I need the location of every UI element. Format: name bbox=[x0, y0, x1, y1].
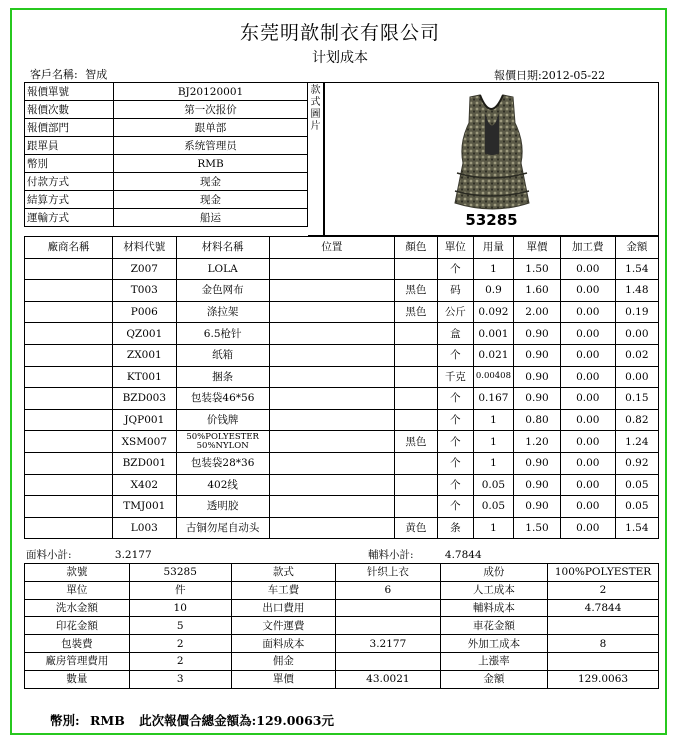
material-name: 包装袋28*36 bbox=[176, 452, 269, 474]
material-color: 黑色 bbox=[394, 431, 437, 453]
header-field-value: BJ20120001 bbox=[114, 83, 308, 101]
summary-row bbox=[25, 599, 659, 617]
footer-total-label: 此次報價合總金額為: bbox=[139, 713, 257, 728]
summary-label: 金額 bbox=[440, 670, 547, 688]
material-color bbox=[394, 388, 437, 410]
material-row bbox=[25, 323, 659, 345]
material-row bbox=[25, 344, 659, 366]
material-supplier bbox=[25, 323, 113, 345]
material-position bbox=[269, 258, 394, 280]
material-name: 价钱牌 bbox=[176, 409, 269, 431]
summary-row bbox=[25, 581, 659, 599]
material-name: 50%POLYESTER 50%NYLON bbox=[176, 431, 269, 453]
header-field-row bbox=[25, 137, 308, 155]
material-supplier bbox=[25, 496, 113, 518]
material-process-fee: 0.00 bbox=[560, 344, 615, 366]
material-row bbox=[25, 301, 659, 323]
summary-label: 洗水金額 bbox=[25, 599, 130, 617]
summary-label: 輔料成本 bbox=[440, 599, 547, 617]
summary-value bbox=[336, 617, 441, 635]
material-position bbox=[269, 366, 394, 388]
summary-label: 人工成本 bbox=[440, 581, 547, 599]
material-position bbox=[269, 388, 394, 410]
summary-value: 2 bbox=[129, 652, 231, 670]
fabric-subtotal bbox=[26, 547, 152, 562]
footer-total-value: 129.0063元 bbox=[256, 713, 335, 728]
summary-value bbox=[336, 599, 441, 617]
header-field-label: 付款方式 bbox=[25, 173, 114, 191]
material-amount: 0.02 bbox=[615, 344, 658, 366]
accessory-subtotal bbox=[368, 547, 482, 562]
material-code: L003 bbox=[113, 517, 176, 539]
header-field-value: 系统管理员 bbox=[114, 137, 308, 155]
material-color bbox=[394, 344, 437, 366]
material-quantity: 1 bbox=[473, 517, 513, 539]
accessory-subtotal-value: 4.7844 bbox=[444, 549, 482, 561]
material-name: 402线 bbox=[176, 474, 269, 496]
material-code: KT001 bbox=[113, 366, 176, 388]
material-quantity: 0.05 bbox=[473, 496, 513, 518]
materials-column-header: 加工費 bbox=[560, 237, 615, 259]
date-label: 報價日期: bbox=[494, 69, 542, 82]
material-code: T003 bbox=[113, 280, 176, 302]
material-unit: 盒 bbox=[437, 323, 473, 345]
material-name: LOLA bbox=[176, 258, 269, 280]
material-name: 6.5枪针 bbox=[176, 323, 269, 345]
material-quantity: 0.001 bbox=[473, 323, 513, 345]
material-amount: 0.19 bbox=[615, 301, 658, 323]
customer-line bbox=[30, 66, 107, 82]
material-unit: 个 bbox=[437, 344, 473, 366]
material-process-fee: 0.00 bbox=[560, 474, 615, 496]
cost-summary-table bbox=[24, 563, 659, 689]
material-quantity: 1 bbox=[473, 452, 513, 474]
fabric-subtotal-label: 面料小計: bbox=[26, 549, 72, 561]
quote-header-table bbox=[24, 82, 308, 227]
material-row bbox=[25, 431, 659, 453]
material-code: JQP001 bbox=[113, 409, 176, 431]
customer-value: 智成 bbox=[85, 68, 108, 81]
material-unit: 个 bbox=[437, 258, 473, 280]
header-field-value: 第一次报价 bbox=[114, 101, 308, 119]
summary-value: 3 bbox=[129, 670, 231, 688]
summary-value: 5 bbox=[129, 617, 231, 635]
material-unit-price: 0.90 bbox=[514, 452, 561, 474]
material-amount: 1.48 bbox=[615, 280, 658, 302]
material-row bbox=[25, 409, 659, 431]
summary-row bbox=[25, 670, 659, 688]
summary-value: 10 bbox=[129, 599, 231, 617]
material-unit: 个 bbox=[437, 388, 473, 410]
summary-label: 印花金額 bbox=[25, 617, 130, 635]
summary-value: 100%POLYESTER bbox=[548, 564, 659, 582]
material-supplier bbox=[25, 431, 113, 453]
material-row bbox=[25, 452, 659, 474]
material-unit-price: 0.90 bbox=[514, 496, 561, 518]
material-code: ZX001 bbox=[113, 344, 176, 366]
material-unit: 码 bbox=[437, 280, 473, 302]
material-color: 黄色 bbox=[394, 517, 437, 539]
summary-label: 上漲率 bbox=[440, 652, 547, 670]
material-quantity: 0.9 bbox=[473, 280, 513, 302]
material-unit: 千克 bbox=[437, 366, 473, 388]
materials-column-header: 用量 bbox=[473, 237, 513, 259]
summary-label: 面料成本 bbox=[231, 635, 335, 653]
material-amount: 0.15 bbox=[615, 388, 658, 410]
summary-label: 款號 bbox=[25, 564, 130, 582]
image-side-label: 款式圖片 bbox=[308, 82, 324, 236]
material-supplier bbox=[25, 344, 113, 366]
material-color bbox=[394, 323, 437, 345]
materials-column-header: 廠商名稱 bbox=[25, 237, 113, 259]
summary-row bbox=[25, 617, 659, 635]
material-row bbox=[25, 280, 659, 302]
material-amount: 0.05 bbox=[615, 474, 658, 496]
material-unit: 公斤 bbox=[437, 301, 473, 323]
header-field-row bbox=[25, 83, 308, 101]
date-value: 2012-05-22 bbox=[541, 69, 606, 82]
summary-label: 成份 bbox=[440, 564, 547, 582]
material-supplier bbox=[25, 452, 113, 474]
materials-column-header: 位置 bbox=[269, 237, 394, 259]
material-unit: 个 bbox=[437, 431, 473, 453]
material-color bbox=[394, 258, 437, 280]
summary-label: 車花金額 bbox=[440, 617, 547, 635]
material-name: 纸箱 bbox=[176, 344, 269, 366]
summary-value: 针织上衣 bbox=[336, 564, 441, 582]
quote-date bbox=[494, 67, 605, 83]
garment-photo-panel bbox=[324, 82, 659, 236]
header-field-label: 運輸方式 bbox=[25, 209, 114, 227]
header-field-label: 結算方式 bbox=[25, 191, 114, 209]
company-name: 东莞明歆制衣有限公司 bbox=[239, 22, 440, 44]
image-style-number: 53285 bbox=[465, 211, 518, 229]
material-process-fee: 0.00 bbox=[560, 496, 615, 518]
summary-label: 包裝費 bbox=[25, 635, 130, 653]
header-field-value: 船运 bbox=[114, 209, 308, 227]
material-amount: 0.00 bbox=[615, 366, 658, 388]
materials-column-header: 單價 bbox=[514, 237, 561, 259]
material-supplier bbox=[25, 388, 113, 410]
material-name: 捆条 bbox=[176, 366, 269, 388]
material-unit-price: 1.60 bbox=[514, 280, 561, 302]
material-amount: 0.82 bbox=[615, 409, 658, 431]
summary-label: 佣金 bbox=[231, 652, 335, 670]
material-name: 古铜勿尾自动头 bbox=[176, 517, 269, 539]
material-process-fee: 0.00 bbox=[560, 431, 615, 453]
material-row bbox=[25, 366, 659, 388]
header-field-label: 報價次數 bbox=[25, 101, 114, 119]
materials-column-header: 顏色 bbox=[394, 237, 437, 259]
material-name: 透明胶 bbox=[176, 496, 269, 518]
material-code: QZ001 bbox=[113, 323, 176, 345]
summary-value bbox=[548, 652, 659, 670]
summary-label: 款式 bbox=[231, 564, 335, 582]
header-field-row bbox=[25, 173, 308, 191]
header-field-value: 现金 bbox=[114, 191, 308, 209]
material-supplier bbox=[25, 280, 113, 302]
summary-label: 單位 bbox=[25, 581, 130, 599]
customer-label: 客戶名稱: bbox=[30, 68, 78, 81]
material-process-fee: 0.00 bbox=[560, 452, 615, 474]
material-unit-price: 2.00 bbox=[514, 301, 561, 323]
materials-table bbox=[24, 236, 659, 539]
material-unit-price: 0.90 bbox=[514, 323, 561, 345]
material-code: Z007 bbox=[113, 258, 176, 280]
header-field-value: 跟单部 bbox=[114, 119, 308, 137]
material-name: 金色网布 bbox=[176, 280, 269, 302]
material-unit: 个 bbox=[437, 452, 473, 474]
material-code: TMJ001 bbox=[113, 496, 176, 518]
summary-row bbox=[25, 652, 659, 670]
material-row bbox=[25, 496, 659, 518]
material-position bbox=[269, 301, 394, 323]
material-position bbox=[269, 280, 394, 302]
material-color bbox=[394, 474, 437, 496]
footer-currency-value: RMB bbox=[89, 713, 125, 728]
material-color bbox=[394, 496, 437, 518]
summary-value: 6 bbox=[336, 581, 441, 599]
fabric-subtotal-value: 3.2177 bbox=[114, 549, 152, 561]
material-color bbox=[394, 366, 437, 388]
material-unit: 个 bbox=[437, 409, 473, 431]
material-code: X402 bbox=[113, 474, 176, 496]
material-code: BZD003 bbox=[113, 388, 176, 410]
summary-label: 廠房管理費用 bbox=[25, 652, 130, 670]
header-field-value: RMB bbox=[114, 155, 308, 173]
summary-value: 8 bbox=[548, 635, 659, 653]
material-supplier bbox=[25, 366, 113, 388]
header-field-label: 幣別 bbox=[25, 155, 114, 173]
material-quantity: 1 bbox=[473, 409, 513, 431]
accessory-subtotal-label: 輔料小計: bbox=[368, 549, 414, 561]
material-unit-price: 1.50 bbox=[514, 258, 561, 280]
summary-value: 4.7844 bbox=[548, 599, 659, 617]
material-color: 黑色 bbox=[394, 301, 437, 323]
material-quantity: 0.167 bbox=[473, 388, 513, 410]
material-position bbox=[269, 496, 394, 518]
summary-row bbox=[25, 635, 659, 653]
material-color bbox=[394, 409, 437, 431]
materials-column-header: 金額 bbox=[615, 237, 658, 259]
header-field-row bbox=[25, 209, 308, 227]
material-unit-price: 1.20 bbox=[514, 431, 561, 453]
material-amount: 0.05 bbox=[615, 496, 658, 518]
header-field-row bbox=[25, 101, 308, 119]
summary-value: 2 bbox=[548, 581, 659, 599]
material-row bbox=[25, 388, 659, 410]
header-field-label: 報價部門 bbox=[25, 119, 114, 137]
footer-total bbox=[50, 711, 334, 729]
materials-header-row bbox=[25, 237, 659, 259]
material-supplier bbox=[25, 474, 113, 496]
material-quantity: 0.021 bbox=[473, 344, 513, 366]
summary-value: 2 bbox=[129, 635, 231, 653]
material-unit: 条 bbox=[437, 517, 473, 539]
footer-currency-label: 幣別: bbox=[50, 713, 80, 728]
header-field-label: 報價單號 bbox=[25, 83, 114, 101]
material-unit: 个 bbox=[437, 474, 473, 496]
material-row bbox=[25, 258, 659, 280]
summary-label: 外加工成本 bbox=[440, 635, 547, 653]
material-process-fee: 0.00 bbox=[560, 388, 615, 410]
material-unit-price: 0.90 bbox=[514, 388, 561, 410]
summary-value bbox=[336, 652, 441, 670]
material-supplier bbox=[25, 517, 113, 539]
material-code: P006 bbox=[113, 301, 176, 323]
material-quantity: 0.092 bbox=[473, 301, 513, 323]
material-process-fee: 0.00 bbox=[560, 258, 615, 280]
material-position bbox=[269, 474, 394, 496]
material-unit-price: 0.80 bbox=[514, 409, 561, 431]
material-process-fee: 0.00 bbox=[560, 517, 615, 539]
material-amount: 1.24 bbox=[615, 431, 658, 453]
summary-label: 车工費 bbox=[231, 581, 335, 599]
materials-column-header: 單位 bbox=[437, 237, 473, 259]
summary-value: 43.0021 bbox=[336, 670, 441, 688]
material-process-fee: 0.00 bbox=[560, 409, 615, 431]
material-unit-price: 0.90 bbox=[514, 344, 561, 366]
material-row bbox=[25, 474, 659, 496]
material-code: BZD001 bbox=[113, 452, 176, 474]
header-field-value: 现金 bbox=[114, 173, 308, 191]
material-supplier bbox=[25, 258, 113, 280]
summary-label: 出口費用 bbox=[231, 599, 335, 617]
material-position bbox=[269, 409, 394, 431]
header-field-row bbox=[25, 155, 308, 173]
material-amount: 1.54 bbox=[615, 517, 658, 539]
material-amount: 0.92 bbox=[615, 452, 658, 474]
material-name: 涤拉架 bbox=[176, 301, 269, 323]
material-quantity: 1 bbox=[473, 258, 513, 280]
material-process-fee: 0.00 bbox=[560, 280, 615, 302]
material-unit-price: 0.90 bbox=[514, 474, 561, 496]
materials-column-header: 材料代號 bbox=[113, 237, 176, 259]
material-color: 黑色 bbox=[394, 280, 437, 302]
material-amount: 1.54 bbox=[615, 258, 658, 280]
material-position bbox=[269, 452, 394, 474]
summary-value: 3.2177 bbox=[336, 635, 441, 653]
summary-value bbox=[548, 617, 659, 635]
material-position bbox=[269, 344, 394, 366]
header-field-label: 跟單員 bbox=[25, 137, 114, 155]
material-unit-price: 1.50 bbox=[514, 517, 561, 539]
material-amount: 0.00 bbox=[615, 323, 658, 345]
material-position bbox=[269, 431, 394, 453]
material-process-fee: 0.00 bbox=[560, 366, 615, 388]
material-quantity: 1 bbox=[473, 431, 513, 453]
material-process-fee: 0.00 bbox=[560, 323, 615, 345]
header-field-row bbox=[25, 191, 308, 209]
summary-row bbox=[25, 564, 659, 582]
material-code: XSM007 bbox=[113, 431, 176, 453]
material-name: 包装袋46*56 bbox=[176, 388, 269, 410]
summary-value: 53285 bbox=[129, 564, 231, 582]
summary-value: 129.0063 bbox=[548, 670, 659, 688]
material-position bbox=[269, 323, 394, 345]
material-supplier bbox=[25, 409, 113, 431]
summary-label: 文件運費 bbox=[231, 617, 335, 635]
material-color bbox=[394, 452, 437, 474]
materials-column-header: 材料名稱 bbox=[176, 237, 269, 259]
material-quantity: 0.05 bbox=[473, 474, 513, 496]
material-process-fee: 0.00 bbox=[560, 301, 615, 323]
material-unit: 个 bbox=[437, 496, 473, 518]
material-position bbox=[269, 517, 394, 539]
summary-label: 數量 bbox=[25, 670, 130, 688]
material-quantity: 0.00408 bbox=[473, 366, 513, 388]
material-row bbox=[25, 517, 659, 539]
summary-value: 件 bbox=[129, 581, 231, 599]
header-field-row bbox=[25, 119, 308, 137]
material-unit-price: 0.90 bbox=[514, 366, 561, 388]
document-title: 计划成本 bbox=[312, 50, 368, 66]
material-supplier bbox=[25, 301, 113, 323]
summary-label: 單價 bbox=[231, 670, 335, 688]
